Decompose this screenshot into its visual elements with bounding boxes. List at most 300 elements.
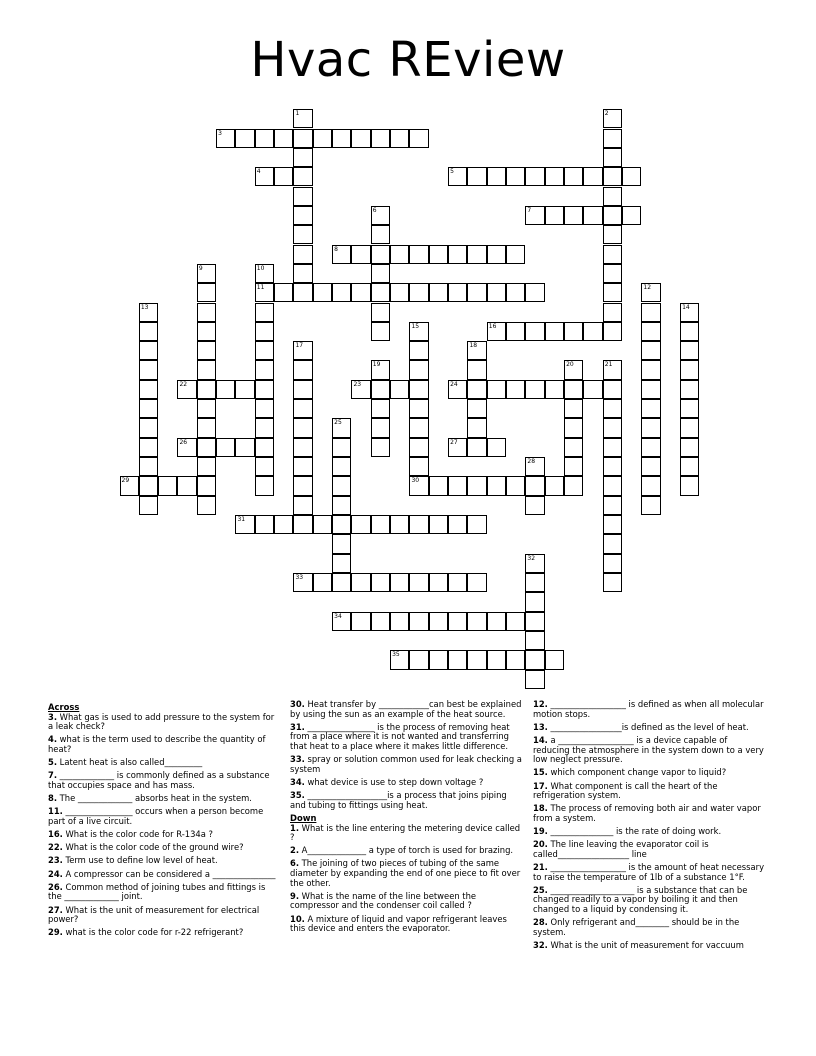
grid-cell[interactable] [216, 129, 235, 148]
grid-cell[interactable] [506, 612, 525, 631]
grid-cell[interactable] [409, 399, 428, 418]
grid-cell[interactable] [545, 322, 564, 341]
grid-cell[interactable] [448, 283, 467, 302]
grid-cell[interactable] [197, 399, 216, 418]
grid-cell[interactable] [293, 438, 312, 457]
grid-cell[interactable] [448, 476, 467, 495]
grid-cell[interactable] [641, 438, 660, 457]
grid-cell[interactable] [448, 380, 467, 399]
clue-item [533, 723, 765, 733]
grid-cell[interactable] [448, 245, 467, 264]
grid-cell[interactable] [467, 438, 486, 457]
grid-cell[interactable] [197, 283, 216, 302]
grid-cell[interactable] [564, 167, 583, 186]
grid-cell[interactable] [564, 399, 583, 418]
grid-cell[interactable] [313, 515, 332, 534]
grid-cell[interactable] [603, 187, 622, 206]
grid-cell[interactable] [332, 418, 351, 437]
grid-cell[interactable] [641, 476, 660, 495]
grid-cell[interactable] [467, 341, 486, 360]
grid-cell[interactable] [680, 360, 699, 379]
grid-cell[interactable] [274, 167, 293, 186]
grid-cell[interactable] [487, 167, 506, 186]
grid-cell[interactable] [448, 515, 467, 534]
clue-item [290, 892, 522, 911]
clue-text: Heat transfer by ____________can best be explained by using the sun as an example of the heat source. [290, 699, 522, 719]
grid-cell[interactable] [429, 283, 448, 302]
clue-item [533, 918, 765, 937]
grid-cell-number: 29 [121, 477, 130, 485]
grid-cell[interactable] [448, 612, 467, 631]
grid-cell[interactable] [409, 322, 428, 341]
grid-cell[interactable] [390, 515, 409, 534]
grid-cell[interactable] [293, 167, 312, 186]
grid-cell[interactable] [371, 303, 390, 322]
grid-cell[interactable] [390, 612, 409, 631]
grid-cell[interactable] [545, 476, 564, 495]
clue-number: 17. [533, 780, 548, 791]
grid-cell[interactable] [603, 225, 622, 244]
grid-cell[interactable] [255, 457, 274, 476]
grid-cell[interactable] [216, 438, 235, 457]
clue-item [533, 827, 765, 837]
clue-number: 24. [48, 868, 63, 879]
grid-cell[interactable] [371, 399, 390, 418]
grid-cell[interactable] [525, 573, 544, 592]
grid-cell[interactable] [255, 476, 274, 495]
grid-cell[interactable] [603, 109, 622, 128]
grid-cell[interactable] [467, 283, 486, 302]
grid-cell[interactable] [177, 380, 196, 399]
grid-cell[interactable] [603, 418, 622, 437]
grid-cell[interactable] [487, 438, 506, 457]
grid-cell[interactable] [197, 264, 216, 283]
grid-cell[interactable] [603, 303, 622, 322]
grid-cell[interactable] [409, 573, 428, 592]
grid-cell[interactable] [293, 187, 312, 206]
grid-cell[interactable] [197, 380, 216, 399]
grid-cell[interactable] [390, 283, 409, 302]
grid-cell[interactable] [197, 303, 216, 322]
grid-cell-number: 4 [256, 168, 261, 176]
grid-cell[interactable] [197, 496, 216, 515]
grid-cell[interactable] [525, 554, 544, 573]
grid-cell[interactable] [332, 554, 351, 573]
grid-cell[interactable] [506, 322, 525, 341]
grid-cell[interactable] [332, 534, 351, 553]
grid-cell[interactable] [467, 650, 486, 669]
grid-cell[interactable] [564, 360, 583, 379]
grid-cell[interactable] [564, 206, 583, 225]
grid-cell[interactable] [603, 496, 622, 515]
grid-cell[interactable] [139, 341, 158, 360]
grid-cell[interactable] [603, 167, 622, 186]
grid-cell[interactable] [641, 322, 660, 341]
grid-cell[interactable] [371, 418, 390, 437]
grid-cell[interactable] [293, 418, 312, 437]
grid-cell[interactable] [274, 129, 293, 148]
grid-cell[interactable] [197, 360, 216, 379]
grid-cell[interactable] [448, 167, 467, 186]
grid-cell[interactable] [487, 322, 506, 341]
grid-cell[interactable] [332, 129, 351, 148]
grid-cell[interactable] [293, 457, 312, 476]
grid-cell[interactable] [332, 283, 351, 302]
grid-cell[interactable] [390, 573, 409, 592]
grid-cell[interactable] [409, 457, 428, 476]
grid-cell[interactable] [390, 245, 409, 264]
grid-cell[interactable] [429, 476, 448, 495]
grid-cell[interactable] [177, 438, 196, 457]
grid-cell[interactable] [409, 438, 428, 457]
grid-cell[interactable] [641, 418, 660, 437]
grid-cell[interactable] [603, 476, 622, 495]
grid-cell[interactable] [525, 612, 544, 631]
grid-cell[interactable] [313, 573, 332, 592]
clue-number: 28. [533, 917, 548, 928]
grid-cell[interactable] [564, 457, 583, 476]
clue-item [290, 700, 522, 719]
grid-cell-number: 10 [256, 264, 265, 272]
grid-cell[interactable] [409, 650, 428, 669]
grid-cell[interactable] [351, 573, 370, 592]
grid-cell[interactable] [525, 650, 544, 669]
grid-cell[interactable] [390, 129, 409, 148]
grid-cell[interactable] [293, 399, 312, 418]
grid-cell[interactable] [487, 283, 506, 302]
grid-cell[interactable] [583, 380, 602, 399]
grid-cell[interactable] [235, 380, 254, 399]
grid-cell[interactable] [371, 612, 390, 631]
grid-cell[interactable] [564, 476, 583, 495]
grid-cell[interactable] [351, 129, 370, 148]
grid-cell[interactable] [293, 148, 312, 167]
grid-cell[interactable] [371, 264, 390, 283]
grid-cell[interactable] [255, 399, 274, 418]
grid-cell[interactable] [506, 167, 525, 186]
grid-cell[interactable] [680, 476, 699, 495]
grid-cell[interactable] [680, 322, 699, 341]
grid-cell[interactable] [409, 380, 428, 399]
grid-cell[interactable] [467, 245, 486, 264]
grid-cell[interactable] [371, 322, 390, 341]
grid-cell[interactable] [332, 438, 351, 457]
grid-cell[interactable] [293, 573, 312, 592]
grid-cell[interactable] [293, 245, 312, 264]
grid-cell[interactable] [371, 225, 390, 244]
grid-cell[interactable] [603, 380, 622, 399]
grid-cell[interactable] [641, 399, 660, 418]
grid-cell[interactable] [603, 264, 622, 283]
grid-cell[interactable] [583, 206, 602, 225]
grid-cell[interactable] [371, 129, 390, 148]
grid-cell[interactable] [197, 457, 216, 476]
grid-cell-number: 25 [334, 419, 342, 427]
grid-cell[interactable] [487, 650, 506, 669]
grid-cell[interactable] [525, 631, 544, 650]
grid-cell[interactable] [545, 206, 564, 225]
grid-cell[interactable] [680, 418, 699, 437]
grid-cell[interactable] [429, 245, 448, 264]
grid-cell-number: 19 [372, 361, 381, 369]
grid-cell[interactable] [371, 515, 390, 534]
grid-cell[interactable] [487, 380, 506, 399]
grid-cell[interactable] [467, 418, 486, 437]
grid-cell[interactable] [255, 322, 274, 341]
grid-cell[interactable] [293, 206, 312, 225]
grid-cell[interactable] [680, 341, 699, 360]
grid-cell[interactable] [371, 283, 390, 302]
grid-cell[interactable] [255, 360, 274, 379]
grid-cell[interactable] [197, 322, 216, 341]
grid-cell[interactable] [641, 341, 660, 360]
grid-cell[interactable] [603, 515, 622, 534]
grid-cell[interactable] [139, 399, 158, 418]
grid-cell[interactable] [293, 476, 312, 495]
grid-cell[interactable] [603, 148, 622, 167]
page-title: Hvac REview [250, 32, 566, 88]
grid-cell[interactable] [448, 573, 467, 592]
grid-cell[interactable] [139, 303, 158, 322]
grid-cell[interactable] [525, 592, 544, 611]
grid-cell[interactable] [371, 206, 390, 225]
grid-cell[interactable] [409, 612, 428, 631]
clue-number: 27. [48, 904, 63, 915]
grid-cell[interactable] [255, 303, 274, 322]
grid-cell[interactable] [603, 322, 622, 341]
grid-cell[interactable] [680, 380, 699, 399]
grid-cell[interactable] [429, 650, 448, 669]
grid-cell[interactable] [409, 129, 428, 148]
grid-cell[interactable] [525, 476, 544, 495]
grid-cell[interactable] [467, 573, 486, 592]
grid-cell[interactable] [603, 554, 622, 573]
grid-cell[interactable] [641, 457, 660, 476]
grid-cell[interactable] [545, 167, 564, 186]
grid-cell[interactable] [235, 438, 254, 457]
grid-cell[interactable] [255, 283, 274, 302]
grid-cell[interactable] [603, 245, 622, 264]
grid-cell[interactable] [467, 360, 486, 379]
grid-cell[interactable] [409, 360, 428, 379]
grid-cell[interactable] [351, 283, 370, 302]
grid-cell[interactable] [680, 399, 699, 418]
grid-cell[interactable] [255, 129, 274, 148]
grid-cell[interactable] [177, 476, 196, 495]
grid-cell[interactable] [545, 380, 564, 399]
grid-cell[interactable] [409, 515, 428, 534]
grid-cell[interactable] [332, 573, 351, 592]
grid-cell[interactable] [371, 360, 390, 379]
grid-cell[interactable] [429, 612, 448, 631]
grid-cell[interactable] [274, 283, 293, 302]
grid-cell[interactable] [409, 418, 428, 437]
grid-cell[interactable] [197, 341, 216, 360]
grid-cell[interactable] [545, 650, 564, 669]
grid-cell[interactable] [487, 612, 506, 631]
grid-cell[interactable] [351, 380, 370, 399]
grid-cell[interactable] [506, 380, 525, 399]
grid-cell[interactable] [351, 245, 370, 264]
grid-cell[interactable] [467, 476, 486, 495]
across-clue-list [48, 713, 276, 938]
grid-cell[interactable] [332, 457, 351, 476]
grid-cell[interactable] [293, 225, 312, 244]
grid-cell[interactable] [525, 380, 544, 399]
grid-cell[interactable] [564, 438, 583, 457]
grid-cell[interactable] [390, 380, 409, 399]
grid-cell[interactable] [467, 612, 486, 631]
grid-cell[interactable] [371, 573, 390, 592]
grid-cell[interactable] [525, 322, 544, 341]
grid-cell[interactable] [390, 650, 409, 669]
grid-cell[interactable] [603, 399, 622, 418]
clue-text: _____________ is commonly defined as a substance that occupies space and has mass. [48, 770, 270, 790]
grid-cell[interactable] [293, 109, 312, 128]
grid-cell[interactable] [293, 380, 312, 399]
grid-cell[interactable] [293, 515, 312, 534]
grid-cell[interactable] [564, 322, 583, 341]
grid-cell[interactable] [255, 515, 274, 534]
grid-cell[interactable] [313, 129, 332, 148]
grid-cell[interactable] [622, 206, 641, 225]
grid-cell[interactable] [506, 245, 525, 264]
grid-cell[interactable] [506, 650, 525, 669]
grid-cell[interactable] [197, 438, 216, 457]
grid-cell[interactable] [603, 206, 622, 225]
grid-cell-number: 21 [604, 361, 613, 369]
grid-cell[interactable] [332, 496, 351, 515]
grid-cell[interactable] [487, 245, 506, 264]
clue-text: What is the unit of measurement for electrical power? [48, 904, 260, 925]
grid-cell[interactable] [680, 438, 699, 457]
grid-cell[interactable] [525, 167, 544, 186]
grid-cell[interactable] [332, 515, 351, 534]
grid-cell[interactable] [409, 283, 428, 302]
grid-cell[interactable] [641, 380, 660, 399]
grid-cell[interactable] [641, 283, 660, 302]
grid-cell[interactable] [293, 264, 312, 283]
grid-cell[interactable] [429, 573, 448, 592]
grid-cell[interactable] [274, 515, 293, 534]
grid-cell[interactable] [603, 438, 622, 457]
grid-cell[interactable] [525, 457, 544, 476]
clue-number: 22. [48, 842, 63, 853]
grid-cell[interactable] [293, 283, 312, 302]
grid-cell[interactable] [139, 438, 158, 457]
grid-cell[interactable] [641, 303, 660, 322]
grid-cell[interactable] [139, 496, 158, 515]
grid-cell[interactable] [139, 476, 158, 495]
clue-item [290, 915, 522, 934]
grid-cell[interactable] [641, 360, 660, 379]
grid-cell[interactable] [255, 418, 274, 437]
grid-cell[interactable] [603, 283, 622, 302]
clue-item [290, 824, 522, 843]
grid-cell[interactable] [293, 129, 312, 148]
grid-cell[interactable] [216, 380, 235, 399]
grid-cell[interactable] [255, 167, 274, 186]
grid-cell[interactable] [622, 167, 641, 186]
grid-cell[interactable] [467, 399, 486, 418]
grid-cell[interactable] [235, 129, 254, 148]
grid-cell[interactable] [255, 341, 274, 360]
grid-cell[interactable] [583, 322, 602, 341]
grid-cell[interactable] [525, 496, 544, 515]
grid-cell[interactable] [255, 264, 274, 283]
grid-cell[interactable] [293, 341, 312, 360]
grid-cell[interactable] [525, 206, 544, 225]
grid-cell[interactable] [467, 167, 486, 186]
grid-cell[interactable] [506, 476, 525, 495]
grid-cell[interactable] [235, 515, 254, 534]
grid-cell[interactable] [351, 515, 370, 534]
clues-column-1 [48, 700, 276, 942]
grid-cell[interactable] [139, 457, 158, 476]
grid-cell[interactable] [332, 245, 351, 264]
grid-cell[interactable] [255, 438, 274, 457]
grid-cell[interactable] [583, 167, 602, 186]
clue-text: The joining of two pieces of tubing of the same diameter by expanding the end of one piece to fit over the other. [290, 858, 521, 888]
grid-cell[interactable] [120, 476, 139, 495]
grid-cell[interactable] [448, 438, 467, 457]
grid-cell[interactable] [139, 380, 158, 399]
grid-cell[interactable] [293, 360, 312, 379]
grid-cell[interactable] [371, 380, 390, 399]
grid-cell[interactable] [603, 573, 622, 592]
grid-cell[interactable] [158, 476, 177, 495]
grid-cell[interactable] [467, 515, 486, 534]
grid-cell[interactable] [506, 283, 525, 302]
grid-cell[interactable] [197, 476, 216, 495]
grid-cell[interactable] [641, 496, 660, 515]
grid-cell[interactable] [603, 534, 622, 553]
grid-cell[interactable] [409, 341, 428, 360]
grid-cell[interactable] [197, 418, 216, 437]
grid-cell[interactable] [409, 245, 428, 264]
grid-cell[interactable] [139, 322, 158, 341]
grid-cell[interactable] [603, 457, 622, 476]
grid-cell[interactable] [429, 515, 448, 534]
grid-cell[interactable] [680, 457, 699, 476]
grid-cell[interactable] [313, 283, 332, 302]
grid-cell-number: 17 [295, 342, 304, 350]
grid-cell[interactable] [332, 476, 351, 495]
clue-item [48, 928, 276, 938]
grid-cell[interactable] [603, 129, 622, 148]
grid-cell[interactable] [525, 283, 544, 302]
grid-cell[interactable] [293, 496, 312, 515]
grid-cell[interactable] [487, 476, 506, 495]
grid-cell[interactable] [525, 670, 544, 689]
grid-cell[interactable] [371, 245, 390, 264]
grid-cell[interactable] [332, 612, 351, 631]
grid-cell[interactable] [139, 360, 158, 379]
grid-cell[interactable] [564, 418, 583, 437]
grid-cell[interactable] [448, 650, 467, 669]
grid-cell[interactable] [255, 380, 274, 399]
grid-cell[interactable] [467, 380, 486, 399]
grid-cell[interactable] [371, 438, 390, 457]
grid-cell[interactable] [351, 612, 370, 631]
grid-cell[interactable] [603, 360, 622, 379]
grid-cell[interactable] [139, 418, 158, 437]
grid-cell[interactable] [680, 303, 699, 322]
grid-cell[interactable] [564, 380, 583, 399]
clue-text: Term use to define low level of heat. [62, 855, 218, 866]
grid-cell[interactable] [409, 476, 428, 495]
clue-text: what device is use to step down voltage ? [304, 776, 484, 787]
